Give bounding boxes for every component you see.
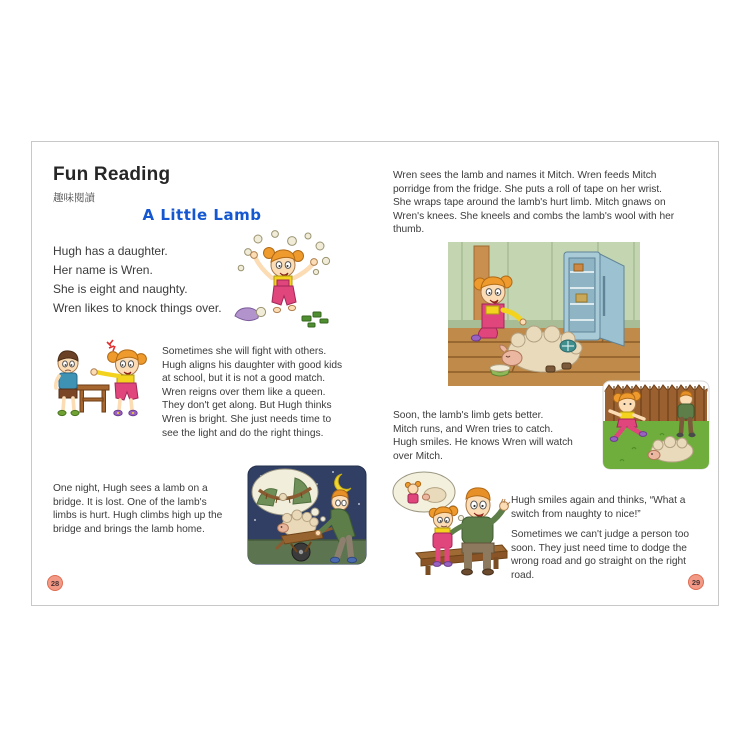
illustration-wren-combing-lamb-by-fridge — [448, 242, 640, 386]
page-number-right: 29 — [688, 574, 704, 590]
paragraph-spacer — [511, 521, 721, 528]
illustration-wren-chasing-lamb-in-yard — [602, 377, 710, 471]
section-subtitle-chinese: 趣味閱讀 — [53, 192, 95, 204]
boy-figure — [56, 351, 79, 416]
desk — [77, 385, 109, 412]
wren-figure — [251, 248, 318, 313]
illustration-wren-fighting-with-boy — [47, 332, 159, 436]
paragraph-better: Soon, the lamb's limb gets better. Mitch runs, and Wren tries to catch. Hugh smiles. He knows Wren will watch over Mitch. — [393, 410, 573, 462]
section-header — [53, 164, 170, 205]
broken-items — [235, 307, 328, 327]
illustration-wren-knocking-things-over — [228, 230, 340, 334]
paragraph-fight: Sometimes she will fight with others. Hugh aligns his daughter with good kids at school, but it is not a good match. Wren reigns over them like a queen. They don't get along. But Hugh thinks Wren is bright. She just needs time to see the light and do the right things. — [162, 346, 343, 439]
paragraph-intro: Hugh has a daughter. Her name is Wren. She is eight and naughty. Wren likes to knock things over. — [53, 244, 222, 315]
angry-mark — [107, 340, 115, 351]
illustration-hugh-wheelbarrow-lamb-night — [247, 460, 367, 572]
paragraph-bridge: One night, Hugh sees a lamb on a bridge. It is lost. One of the lamb's limbs is hurt. Hugh climbs high up the bridge and brings the lamb home. — [53, 483, 223, 535]
closing-paragraphs — [511, 494, 721, 583]
fridge — [564, 252, 624, 346]
wren-pointing-figure — [91, 350, 147, 416]
story-title: A Little Lamb — [142, 206, 262, 224]
illustration-hugh-and-wren-on-bench — [390, 467, 514, 577]
porridge-bowl — [490, 365, 510, 376]
page-number-left: 28 — [47, 575, 63, 591]
book-spread-page — [31, 141, 719, 606]
paragraph-moral: Sometimes we can't judge a person too soon. They just need time to dodge the wrong road and go straight on the right road. — [511, 529, 690, 581]
section-title: Fun Reading — [53, 164, 171, 185]
paragraph-smile: Hugh smiles again and thinks, “What a switch from naughty to nice!” — [511, 495, 686, 520]
paragraph-care: Wren sees the lamb and names it Mitch. Wren feeds Mitch porridge from the fridge. She puts a roll of tape on her wrist. She wraps tape around the lamb's hurt limb. Mitch gnaws on Wren's knees. She kneels and combs the lamb's wool with her thumb. — [393, 170, 675, 236]
